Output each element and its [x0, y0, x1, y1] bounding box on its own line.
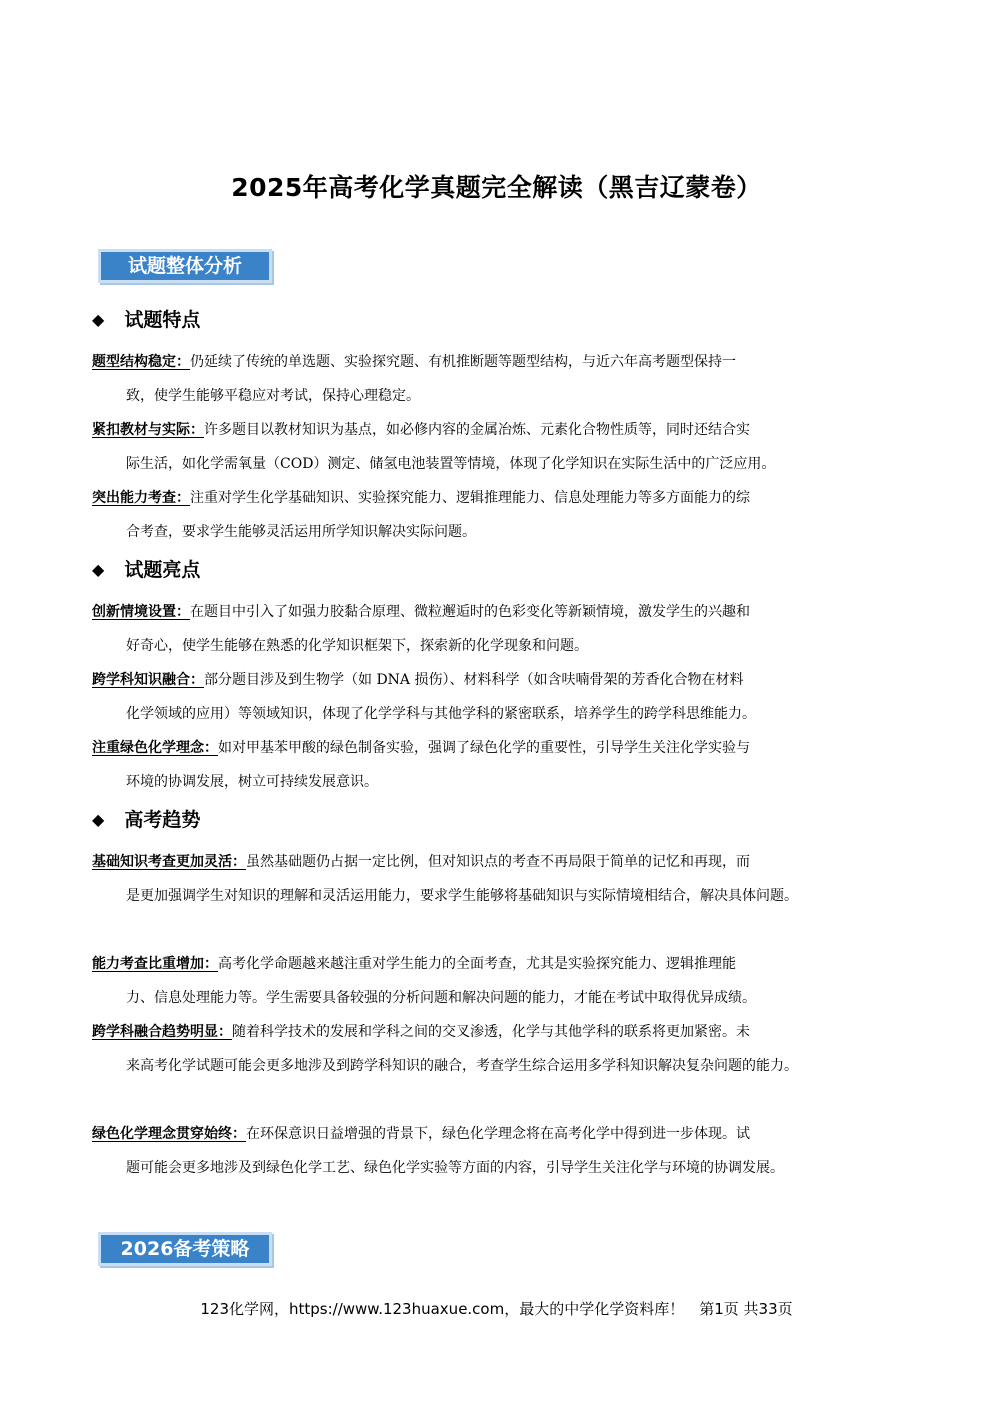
paragraph-text: 仍延续了传统的单选题、实验探究题、有机推断题等题型结构，与近六年高考题型保持一 — [190, 354, 736, 370]
paragraph-continuation: 合考查，要求学生能够灵活运用所学知识解决实际问题。 — [126, 524, 476, 540]
paragraph-continuation: 化学领域的应用）等领域知识，体现了化学学科与其他学科的紧密联系，培养学生的跨学科思维能力。 — [126, 706, 756, 722]
paragraph — [92, 845, 907, 913]
paragraph — [92, 663, 907, 731]
paragraph-continuation: 致，使学生能够平稳应对考试，保持心理稳定。 — [126, 388, 420, 404]
paragraph-term: 突出能力考查： — [92, 490, 190, 506]
paragraph — [92, 1015, 907, 1083]
paragraph-term: 能力考查比重增加： — [92, 956, 218, 972]
diamond-bullet-icon: ◆ — [92, 560, 105, 579]
paragraph-text: 许多题目以教材知识为基点，如必修内容的金属冶炼、元素化合物性质等，同时还结合实 — [204, 422, 750, 438]
diamond-bullet-icon: ◆ — [92, 810, 105, 829]
paragraph — [92, 947, 907, 1015]
page-footer: 123化学网，https://www.123huaxue.com，最大的中学化学资料库！ 第1页 共33页 — [200, 1300, 793, 1318]
paragraph — [92, 731, 907, 799]
document-title: 2025年高考化学真题完全解读（黑吉辽蒙卷） — [231, 173, 762, 202]
paragraph-term: 注重绿色化学理念： — [92, 740, 218, 756]
paragraph — [92, 595, 907, 663]
paragraph-continuation: 好奇心，使学生能够在熟悉的化学知识框架下，探索新的化学现象和问题。 — [126, 638, 588, 654]
section-heading-label: 试题特点 — [124, 309, 201, 331]
paragraph — [92, 345, 907, 413]
paragraph-continuation: 环境的协调发展，树立可持续发展意识。 — [126, 774, 378, 790]
paragraph-term: 紧扣教材与实际： — [92, 422, 204, 438]
paragraph-text: 虽然基础题仍占据一定比例，但对知识点的考查不再局限于简单的记忆和再现，而 — [246, 854, 750, 870]
paragraph-continuation: 际生活，如化学需氧量（COD）测定、储氢电池装置等情境，体现了化学知识在实际生活中的广泛应用。 — [126, 456, 776, 472]
paragraph-continuation: 题可能会更多地涉及到绿色化学工艺、绿色化学实验等方面的内容，引导学生关注化学与环境的协调发展。 — [126, 1160, 784, 1176]
section-heading-label: 高考趋势 — [124, 809, 201, 831]
paragraph-term: 创新情境设置： — [92, 604, 190, 620]
paragraph-term: 绿色化学理念贯穿始终： — [92, 1126, 246, 1142]
paragraph-text: 注重对学生化学基础知识、实验探究能力、逻辑推理能力、信息处理能力等多方面能力的综 — [190, 490, 750, 506]
section-heading-highlights — [92, 556, 200, 584]
paragraph-term: 题型结构稳定： — [92, 354, 190, 370]
paragraph — [92, 481, 907, 549]
section-heading-features — [92, 306, 200, 334]
diamond-bullet-icon: ◆ — [92, 310, 105, 329]
paragraph-continuation: 力、信息处理能力等。学生需要具备较强的分析问题和解决问题的能力，才能在考试中取得优异成绩。 — [126, 990, 756, 1006]
paragraph-text: 随着科学技术的发展和学科之间的交叉渗透，化学与其他学科的联系将更加紧密。未 — [232, 1024, 750, 1040]
paragraph-text: 如对甲基苯甲酸的绿色制备实验，强调了绿色化学的重要性，引导学生关注化学实验与 — [218, 740, 750, 756]
paragraph-text: 部分题目涉及到生物学（如 DNA 损伤）、材料科学（如含呋喃骨架的芳香化合物在材料 — [204, 672, 744, 688]
paragraph-continuation: 来高考化学试题可能会更多地涉及到跨学科知识的融合，考查学生综合运用多学科知识解决复杂问题的能力。 — [126, 1058, 798, 1074]
paragraph-term: 基础知识考查更加灵活： — [92, 854, 246, 870]
section-heading-label: 试题亮点 — [124, 559, 201, 581]
paragraph-text: 高考化学命题越来越注重对学生能力的全面考查，尤其是实验探究能力、逻辑推理能 — [218, 956, 736, 972]
banner-overall-analysis: 试题整体分析 — [98, 249, 272, 283]
paragraph-term: 跨学科融合趋势明显： — [92, 1024, 232, 1040]
paragraph — [92, 413, 907, 481]
banner-strategy-2026: 2026备考策略 — [98, 1232, 272, 1266]
paragraph-continuation: 是更加强调学生对知识的理解和灵活运用能力，要求学生能够将基础知识与实际情境相结合，解决具体问题。 — [126, 888, 798, 904]
paragraph — [92, 1117, 907, 1185]
paragraph-text: 在环保意识日益增强的背景下，绿色化学理念将在高考化学中得到进一步体现。试 — [246, 1126, 750, 1142]
paragraph-term: 跨学科知识融合： — [92, 672, 204, 688]
section-heading-trends — [92, 806, 200, 834]
paragraph-text: 在题目中引入了如强力胶黏合原理、微粒邂逅时的色彩变化等新颖情境，激发学生的兴趣和 — [190, 604, 750, 620]
